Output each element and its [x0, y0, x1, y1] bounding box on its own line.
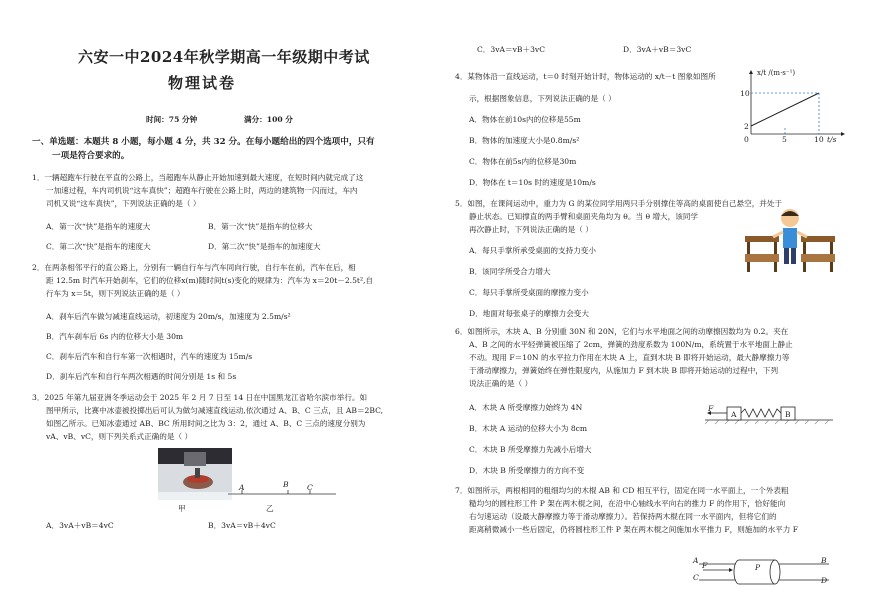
- push-force-label: F: [702, 561, 708, 570]
- q2-stem-line2: 距 12.5m 时汽车开始刹车，它们的位移x(m)随时间t(s)变化的规律为：汽车为 x＝20t－2.5t²,自: [46, 276, 374, 285]
- student-desks-illustration: [743, 206, 837, 276]
- section-heading-1: 一、单选题：本题共 8 小题，每小题 4 分，共 32 分。在每小题给出的四个选项中，只有: [32, 137, 375, 147]
- exam-subtitle: 物理试卷: [168, 74, 237, 92]
- cylinder-label-p: P: [755, 563, 761, 572]
- q6-stem-line5: 说法正确的是（ ）: [469, 379, 533, 388]
- graph-x-label: t/s: [827, 135, 837, 144]
- q4-stem-line2: 示，根据图象信息，下列说法正确的是（ ）: [469, 94, 616, 103]
- q7-stem-line3: 右匀速运动（设最大静摩擦力等于滑动摩擦力）。若保持两木棍在同一水平面内，但将它们的: [469, 512, 777, 521]
- q5-option-d[interactable]: D．地面对每张桌子的摩擦力会变大: [469, 309, 589, 318]
- q1-option-b[interactable]: B．第一次“快”是指车的位移大: [208, 222, 313, 231]
- q6-stem-line2: A、B 之间的水平轻弹簧被压缩了 2cm，弹簧的劲度系数为 100N/m，系统置于水平地面上静止: [469, 340, 793, 349]
- rod-label-a: A: [693, 556, 699, 565]
- q4-option-a[interactable]: A．物体在前10s内的位移是55m: [469, 115, 581, 124]
- q5-stem-line1: 5．如图，在课间运动中，重力为 G 的某位同学用两只手分别撑住等高的桌面使自己悬空，并处于: [455, 199, 783, 208]
- q2-option-c[interactable]: C．刹车后汽车和自行车第一次相遇时，汽车的速度为 15m/s: [46, 352, 253, 361]
- q6-stem-line4: 于滑动摩擦力，弹簧始终在弹性限度内，从施加力 F 到木块 B 即将开始运动的过程中，下列: [469, 366, 779, 375]
- rod-label-b: B: [821, 556, 827, 565]
- q3-stem-line3: 如图乙所示。已知冰壶通过 AB、BC 所用时间之比为 3：2，通过 A、B、C 三点的速度分别为: [46, 419, 366, 428]
- q5-stem-line2: 静止状态。已知撑直的两手臂和桌面夹角均为 θ。当 θ 增大，该同学: [469, 212, 699, 221]
- q6-option-d[interactable]: D．木块 B 所受摩擦力的方向不变: [469, 466, 585, 475]
- q6-stem-line1: 6．如图所示，木块 A、B 分别重 30N 和 20N，它们与水平地面之间的动摩擦因数均为 0.2。夹在: [455, 327, 789, 336]
- graph-xtick-0: 0: [744, 135, 749, 144]
- cylinder-rods-diagram: [689, 552, 835, 592]
- graph-xtick-5: 5: [782, 135, 787, 144]
- q1-stem-line2: 一加速过程，车内司机说“这车真快”；超跑车行驶在公路上时，两边的建筑物一闪而过，车内: [46, 186, 358, 195]
- q2-option-d[interactable]: D．刹车后汽车和自行车两次相遇的时间分别是 1s 和 5s: [46, 372, 237, 381]
- q1-option-d[interactable]: D．第二次“快”是指车的加速度大: [208, 242, 321, 251]
- q6-option-a[interactable]: A．木块 A 所受摩擦力始终为 4N: [469, 403, 583, 412]
- point-a: A: [239, 483, 245, 492]
- exam-score: 满分：100 分: [244, 115, 293, 124]
- q6-option-b[interactable]: B．木块 A 运动的位移大小为 8cm: [469, 424, 588, 433]
- exam-time: 时间：75 分钟: [146, 115, 198, 124]
- figure-label-jia: 甲: [178, 504, 186, 513]
- block-a-label: A: [731, 410, 737, 419]
- block-b-label: B: [785, 410, 791, 419]
- q6-option-c[interactable]: C．木块 B 所受摩擦力先减小后增大: [469, 445, 592, 454]
- q3-option-c[interactable]: C．3vA＝vB＋3vC: [477, 45, 545, 54]
- q1-stem-line1: 1．一辆超跑车行驶在平直的公路上，当超跑车从静止开始加速到最大速度，在短时间内就完成了这: [32, 173, 364, 182]
- q3-option-b[interactable]: B．3vA＝vB＋4vC: [208, 521, 276, 530]
- q2-stem-line3: 行车为 x＝5t，则下列说法正确的是（ ）: [46, 289, 185, 298]
- point-b: B: [283, 480, 289, 489]
- q7-stem-line1: 7．如图所示，两根相同的粗细均匀的木棍 AB 和 CD 相互平行，固定在同一水平面上，一个外表粗: [455, 486, 789, 495]
- q5-stem-line3: 再次静止时，下列说法正确的是（ ）: [469, 225, 593, 234]
- point-c: C: [307, 483, 313, 492]
- rod-label-d: D: [821, 576, 828, 585]
- rod-label-c: C: [693, 573, 699, 582]
- q4-option-d[interactable]: D．物体在 t＝10s 时的速度是10m/s: [469, 178, 596, 187]
- q1-stem-line3: 司机又说“这车真快”，下列说法正确的是（ ）: [46, 199, 201, 208]
- curling-photo: [158, 448, 232, 500]
- q2-option-a[interactable]: A．刹车后汽车做匀减速直线运动，初速度为 20m/s，加速度为 2.5m/s²: [46, 312, 291, 321]
- q3-option-a[interactable]: A．3vA＋vB＝4vC: [46, 521, 114, 530]
- figure-label-yi: 乙: [266, 504, 274, 513]
- blocks-spring-diagram: [705, 400, 835, 426]
- q1-option-a[interactable]: A．第一次“快”是指车的速度大: [46, 222, 151, 231]
- q4-option-c[interactable]: C．物体在前5s内的位移是30m: [469, 157, 577, 166]
- graph-xtick-10: 10: [814, 135, 824, 144]
- q2-option-b[interactable]: B．汽车刹车后 6s 内的位移大小是 30m: [46, 332, 184, 341]
- q5-option-a[interactable]: A．每只手掌所承受桌面的支持力变小: [469, 246, 596, 255]
- q3-stem-line1: 3．2025 年第九届亚洲冬季运动会于 2025 年 2 月 7 日至 14 日在中国黑龙江省哈尔滨市举行。如: [32, 393, 368, 402]
- q4-stem-line1: 4．某物体沿一直线运动，t＝0 时刻开始计时，物体运动的 x/t－t 图象如图所: [455, 72, 716, 81]
- section-heading-2: 一项是符合要求的。: [52, 151, 130, 161]
- q2-stem-line1: 2．在两条相邻平行的直公路上，分别有一辆自行车与汽车同向行驶，自行车在前，汽车在后，相: [32, 263, 356, 272]
- exam-title: 六安一中2024年秋学期高一年级期中考试: [78, 48, 370, 66]
- q5-option-b[interactable]: B．该同学所受合力增大: [469, 267, 551, 276]
- q3-stem-line4: vA、vB、vC，则下列关系式正确的是（ ）: [46, 432, 193, 441]
- q3-stem-line2: 图甲所示，比赛中冰壶被投掷出后可认为做匀减速直线运动,依次通过 A、B、C 三点，且 AB＝2BC,: [46, 406, 384, 415]
- q7-stem-line4: 距离稍微减小一些后固定，仍将圆柱形工件 P 架在两木棍之间施加水平推力 F，则施加的水平力 F: [469, 525, 799, 534]
- q3-option-d[interactable]: D．3vA＋vB＝3vC: [623, 45, 692, 54]
- q5-option-c[interactable]: C．每只手掌所受桌面的摩擦力变小: [469, 288, 589, 297]
- graph-y-label: x/t /(m·s⁻¹): [757, 69, 796, 77]
- q6-stem-line3: 不动。现用 F＝10N 的水平拉力作用在木块 A 上，直到木块 B 即将开始运动，最大静摩擦力等: [469, 353, 790, 362]
- q7-stem-line2: 糙均匀的圆柱形工件 P 架在两木棍之间，在沿中心轴线水平向右的推力 F 的作用下，恰好能向: [469, 499, 786, 508]
- q4-option-b[interactable]: B．物体的加速度大小是0.8m/s²: [469, 136, 580, 145]
- diagram-label-f: F: [708, 404, 714, 413]
- q1-option-c[interactable]: C．第二次“快”是指车的速度大: [46, 242, 151, 251]
- graph-ytick-2: 2: [744, 122, 749, 131]
- graph-ytick-10: 10: [740, 89, 750, 98]
